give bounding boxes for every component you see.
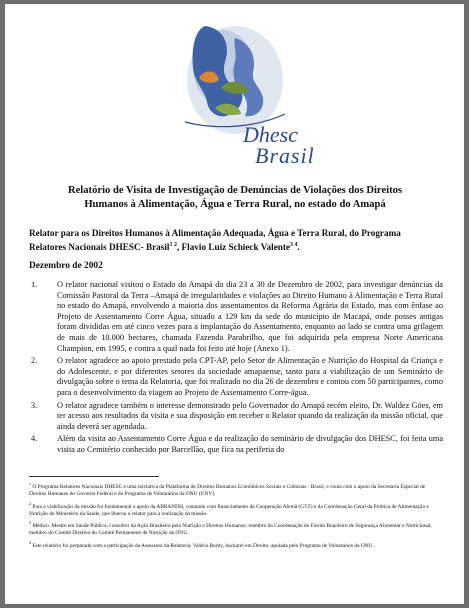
relator-end: .	[297, 241, 300, 252]
title-line-2: Humanos à Alimentação, Água e Terra Rural, no estado do Amapá	[84, 199, 386, 210]
footnote-text: O Programa Relatores Nacionais DHESC é uma iniciativa da Plataforma de Direitos Humanos Econômicos Sociais e Culturais - Brasil, e conta com o apoio da Secretaria Especial de Direitos Humanos do Governo Federal e do Programa de Voluntários da ONU (UNV).	[29, 483, 426, 497]
footnote-number: 2	[29, 500, 31, 506]
list-item	[29, 280, 443, 354]
logo-word-dhesc: Dhesc	[243, 122, 298, 147]
list-item	[29, 434, 443, 455]
relator-block	[29, 228, 441, 253]
report-date: Dezembro de 2002	[29, 261, 103, 271]
list-item	[29, 401, 443, 433]
document-page	[5, 4, 464, 604]
list-item	[29, 356, 443, 398]
relator-line-1: Relator para os Direitos Humanos à Alimentação Adequada, Água e Terra Rural, do Programa	[29, 228, 401, 238]
item-number: 1.	[31, 280, 38, 289]
footnote-ref-1-2: 1 2	[169, 241, 177, 248]
footnote	[29, 500, 441, 518]
footnote-text: Este relatório foi preparado com a participação da Assessora da Relatoria, Valéria Burity, bacharel em Direito, apoiada pelo Programa de Voluntários da ONU.	[32, 542, 374, 549]
footnote-number: 1	[29, 481, 31, 486]
report-title	[35, 184, 435, 212]
item-number: 4.	[31, 434, 38, 444]
footnote	[29, 480, 441, 498]
footnote-text: Para a viabilização da missão foi fundamental o apoio da ABRANDH, contando com financiamento da Cooperação Alemã (GTZ) e da Coordenação Geral da Política de Alimentação e Nutrição do Ministério da Saúde, que liberou o relator para a realização da missão.	[29, 503, 429, 517]
item-number: 3.	[31, 400, 38, 410]
item-text: O relator agradece ao apoio prestado pela CPT-AP, pelo Setor de Alimentação e Nutrição do Hospital da Criança e do Adolescente, e por diferentes setores da sociedade amapaense, tanto para a viabilização de um Seminário de divulgação sobre o tema da Relatoria, que foi realizado no dia 26 de dezembro e contou com 50 participantes, como para o desenvolvimento da viagem ao Projeto de Assentamento Corre-água.	[57, 356, 443, 397]
relator-program: Relatores Nacionais DHESC- Brasil	[29, 241, 170, 252]
footnote	[29, 519, 441, 537]
footnote	[29, 539, 441, 550]
dhesc-brasil-logo	[165, 18, 325, 166]
relator-line-2	[29, 240, 441, 254]
footnote-number: 4	[29, 540, 31, 546]
footnotes	[29, 480, 441, 552]
footnote-text: Médico. Mestre em Saúde Pública; consultor da Ação Brasileira pela Nutrição e Direitos Humanos; membro da Coordenação do Fórum Brasileiro de Segurança Alimentar e Nutricional; membro do Comitê Diretivo do Comitê Permanente de Nutrição da ONU.	[29, 523, 432, 537]
title-line-1: Relatório de Visita de Investigação de Denúncias de Violações dos Direitos	[67, 185, 403, 196]
item-text: Além da visita ao Assentamento Corre Água e da realização do seminário de divulgação dos DHESC, foi feita uma visita ao Cemitério conhecido por Barcellão, que fica na periferia do	[57, 434, 443, 454]
item-text: O relator nacional visitou o Estado do Amapá do dia 23 a 30 de Dezembro de 2002, para investigar denúncias da Comissão Pastoral da Terra –Amapá de irregularidades e violações ao Direito Humano à Alimentação e Terra Rural no estado do Amapá, envolvendo a maioria dos assentamentos da Reforma Agrária do Estado, mas com ênfase ao Projeto de Assentamento Corre Água, situado a 129 km da sede do município de Macapá, onde posses antigas foram divididas em até cinco vezes para a implantação do Assentamento, enquanto ao lado se contra uma grilagem de mais de 10.000 hectares, chamada Fazenda Parabrilho, que foi adquirida pela empresa Norte Americana Champion, em 1995, e contra a qual nada foi feito até hoje (Anexo 1).	[57, 280, 443, 353]
relator-name: , Flavio Luiz Schieck Valente	[176, 241, 291, 252]
item-text: O relator agradece também o interesse demonstrado pelo Governador do Amapá recém eleito, Dr. Waldez Góes, em ter acesso aos resultados da visita e sua disposição em receber o Relator quando da realização da missão oficial, que ainda deverá ser agendada.	[57, 400, 443, 431]
item-number: 2.	[31, 356, 38, 366]
logo-word-brasil: Brasil	[255, 143, 315, 168]
numbered-paragraphs	[29, 280, 443, 458]
footnote-number: 3	[29, 520, 31, 526]
footnote-divider	[29, 476, 159, 477]
footnote-ref-3-4: 3 4	[290, 241, 298, 248]
